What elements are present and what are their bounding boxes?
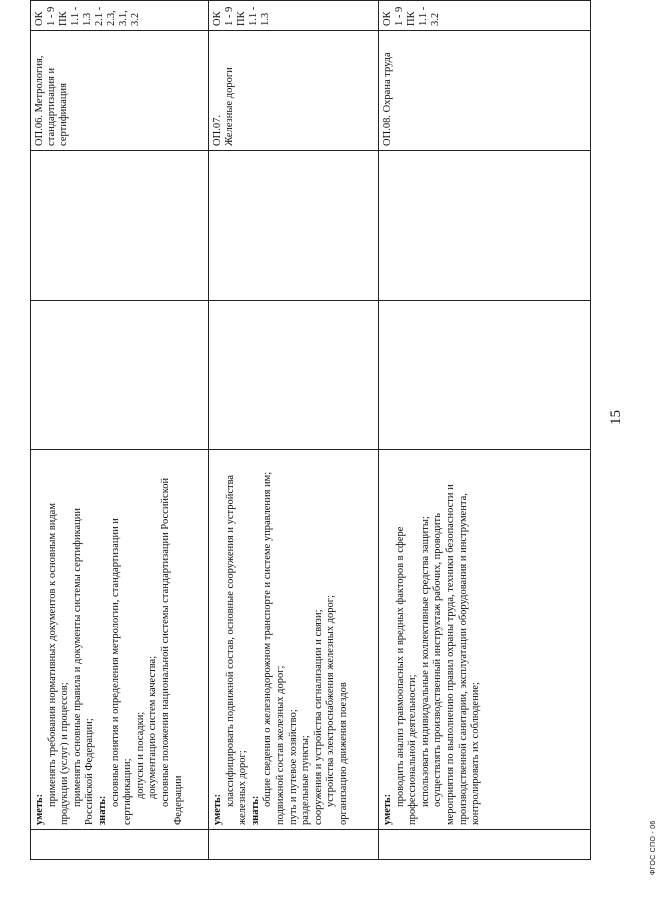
skill-line: организацию движения поездов [337,682,349,826]
skill-line: подвижной состав железных дорог; [274,665,286,826]
competencies-cell [31,1,209,31]
section-heading: уметь: [212,793,223,826]
skill-line: использовать индивидуальные и коллективные средства защиты; [419,516,431,808]
competencies-cell [209,1,379,31]
skill-line: применять требования нормативных документов к основным видам продукции (услуг) и процессов; [46,503,71,826]
index-cell [31,830,209,860]
skills-cell [31,450,209,830]
table-row [31,1,209,860]
competencies-cell [379,1,591,31]
index-cell [379,830,591,860]
discipline-cell [209,31,379,151]
section-heading: уметь: [34,793,45,826]
skill-line: устройства электроснабжения железных дорог; [325,594,337,808]
skills-cell [379,450,591,830]
skill-line: общие сведения о железнодорожном транспорте и системе управления им; [262,471,274,808]
competency-codes: ОК 1 - 9 ПК 1.1 - 3.2 [382,6,441,27]
curriculum-table [30,0,591,860]
skill-line: допуски и посадки; [134,711,146,800]
empty-cell [209,150,379,300]
section-heading: знать: [249,795,261,826]
skill-line: основные положения национальной системы стандартизации Российской Федерации [159,477,184,826]
skill-line: классифицировать подвижной состав, основные сооружения и устройства железных дорог; [224,474,249,826]
empty-cell [379,300,591,450]
section-heading: уметь: [382,793,393,826]
empty-cell [379,150,591,300]
footer-code: ФГОС СПО - 06 [650,820,657,875]
skill-line: документацию систем качества; [147,655,159,800]
skill-line: основные понятия и определения метрологии, стандартизации и сертификации; [109,518,134,826]
competency-codes: ОК 1 - 9 ПК 1.1 - 1.3 2.1 - 2.3, 3.1, 3.2 [34,6,141,27]
skill-line: раздельные пункты; [300,735,312,826]
empty-cell [31,150,209,300]
rotated-page [30,0,657,875]
skill-line: сооружения и устройства сигнализации и связи; [312,609,324,826]
section-heading: знать: [96,795,108,826]
competency-codes: ОК 1 - 9 ПК 1.1 - 1.3 [212,6,271,27]
table-row [379,1,591,860]
table-row [209,1,379,860]
discipline-cell [379,31,591,151]
discipline-name: ОП.06. Метрология, стандартизация и сертификация [34,55,69,146]
index-cell [209,830,379,860]
discipline-cell [31,31,209,151]
empty-cell [209,300,379,450]
skill-line: применять основные правила и документы системы сертификации Российской Федерации; [71,507,96,826]
discipline-name: ОП.07. Железные дороги [212,67,235,146]
empty-cell [31,300,209,450]
page-number: 15 [608,410,624,425]
skill-line: осуществлять производственный инструктаж рабочих, проводить мероприятия по выполнению правил охраны труда, техники безопасности и производственной санитарии, эксплуатации оборудования и инструмента, контролировать их соблюдение; [432,484,482,826]
skills-cell [209,450,379,830]
skill-line: проводить анализ травмоопасных и вредных факторов в сфере профессиональной деятельности; [394,526,419,826]
discipline-name: ОП.08. Охрана труда [382,52,393,146]
skill-line: путь и путевое хозяйство; [287,709,299,826]
